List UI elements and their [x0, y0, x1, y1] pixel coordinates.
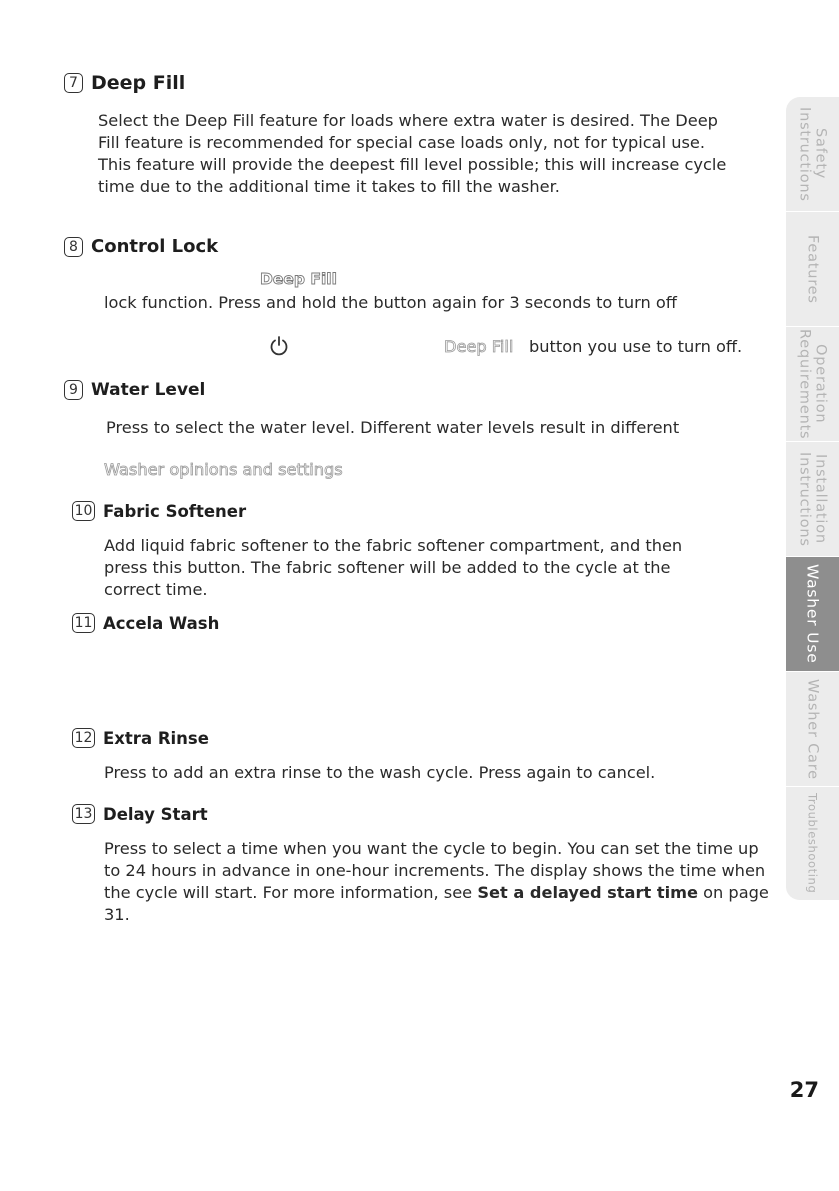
- section-deep-fill-text: Select the Deep Fill feature for loads where extra water is desired. The Deep Fill feature is recommended for special case loads only, not for typical use. This feature will provide the deepest fill level possible; this will increase cycle time due to the additional time it takes to fill the washer.: [98, 111, 727, 196]
- section-title: Deep Fill: [91, 72, 186, 94]
- control-lock-text-tail: button you use to turn off.: [529, 337, 743, 356]
- page-number: 27: [789, 1078, 819, 1102]
- deep-fill-button-label: Deep Fill: [444, 337, 514, 356]
- section-water-level-heading: [64, 380, 205, 400]
- side-tab-washer-use[interactable]: [786, 557, 839, 672]
- side-tab-label: Installation Instructions: [796, 451, 829, 547]
- side-tab-label: Washer Care: [804, 678, 821, 780]
- section-number-badge: 11: [72, 613, 95, 633]
- power-icon: [268, 335, 290, 357]
- side-tab-label: Features: [804, 234, 821, 304]
- set-delayed-start-link[interactable]: Set a delayed start time: [477, 883, 698, 902]
- side-tab-washer-care[interactable]: [786, 672, 839, 787]
- delay-start-text-part1: Press to select a time when you want the cycle to begin. You can set the time up to 24 hours in advance in one-hour increments. The display shows the time when the cycle will start. For more information, see: [104, 839, 766, 902]
- section-control-lock-heading: [64, 236, 218, 257]
- side-tab-label: Troubleshooting: [805, 793, 820, 894]
- delay-start-text: [104, 838, 776, 926]
- section-title: Control Lock: [91, 236, 219, 257]
- section-title: Delay Start: [103, 804, 208, 824]
- section-accela-wash-heading: [72, 613, 219, 633]
- section-deep-fill-heading: [64, 72, 185, 94]
- deep-fill-button-label: Deep Fill: [260, 270, 337, 288]
- section-number-badge: 10: [72, 501, 95, 521]
- side-tab-features[interactable]: [786, 212, 839, 327]
- side-tab-installation-instructions[interactable]: [786, 442, 839, 557]
- delay-start-text-part2: on page 31.: [104, 883, 769, 924]
- section-title: Extra Rinse: [103, 728, 209, 748]
- side-tab-label: Operation Requirements: [796, 328, 829, 440]
- side-tab-troubleshooting[interactable]: [786, 787, 839, 901]
- section-title: Fabric Softener: [103, 501, 247, 521]
- water-level-ghost-text: Washer opinions and settings: [104, 460, 343, 479]
- fabric-softener-text: Add liquid fabric softener to the fabric softener compartment, and then press this button. The fabric softener will be added to the cycle at the correct time.: [104, 536, 683, 599]
- control-lock-text-line: lock function. Press and hold the button again for 3 seconds to turn off: [104, 293, 677, 312]
- section-number-badge: 12: [72, 728, 95, 748]
- section-number-badge: 8: [64, 237, 83, 257]
- section-delay-start-heading: [72, 804, 208, 824]
- section-number-badge: 7: [64, 73, 83, 93]
- extra-rinse-text: Press to add an extra rinse to the wash cycle. Press again to cancel.: [104, 763, 656, 782]
- section-number-badge: 13: [72, 804, 95, 824]
- section-title: Accela Wash: [103, 613, 220, 633]
- section-fabric-softener-heading: [72, 501, 246, 521]
- side-tab-operation-requirements[interactable]: [786, 327, 839, 442]
- water-level-text: Press to select the water level. Different water levels result in different: [106, 418, 680, 437]
- section-extra-rinse-heading: [72, 728, 209, 748]
- section-title: Water Level: [91, 380, 206, 400]
- side-tab-label: Safety Instructions: [796, 106, 829, 202]
- side-tab-safety-instructions[interactable]: [786, 97, 839, 212]
- side-tab-label: Washer Use: [803, 564, 822, 664]
- section-number-badge: 9: [64, 380, 83, 400]
